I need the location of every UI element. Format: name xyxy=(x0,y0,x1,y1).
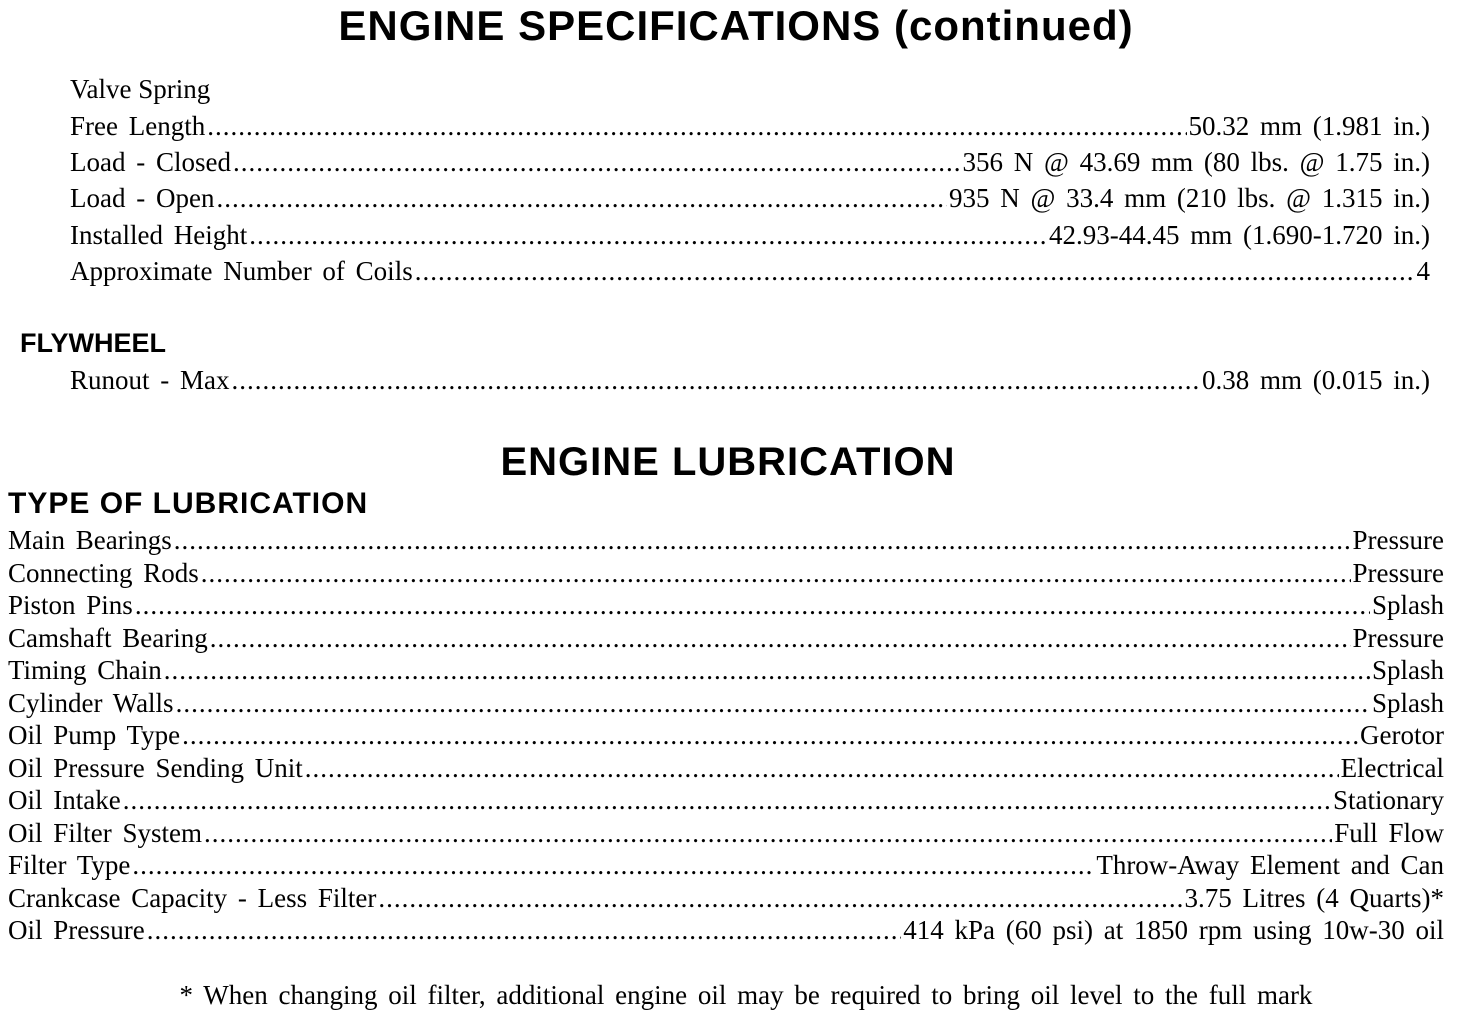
spec-row xyxy=(70,182,1430,214)
lubrication-row xyxy=(8,622,1444,654)
lubrication-value: Pressure xyxy=(1352,558,1444,588)
lubrication-row xyxy=(8,524,1444,556)
lubrication-value: Splash xyxy=(1371,590,1444,620)
lubrication-row xyxy=(8,687,1444,719)
lubrication-label: Oil Pump Type xyxy=(8,720,181,750)
dot-leader xyxy=(204,817,1332,849)
lubrication-label: Cylinder Walls xyxy=(8,688,174,718)
lubrication-row xyxy=(8,882,1444,914)
lubrication-value: Pressure xyxy=(1352,525,1444,555)
lubrication-row xyxy=(8,914,1444,946)
spec-value: 4 xyxy=(1416,256,1430,286)
dot-leader xyxy=(164,654,1370,686)
valve-spring-heading: Valve Spring xyxy=(70,74,211,104)
lubrication-label: Filter Type xyxy=(8,850,131,880)
spec-row xyxy=(70,110,1430,142)
dot-leader xyxy=(378,882,1182,914)
dot-leader xyxy=(135,589,1370,621)
dot-leader xyxy=(210,622,1351,654)
dot-leader xyxy=(232,364,1201,396)
lubrication-row xyxy=(8,752,1444,784)
spec-value: 935 N @ 33.4 mm (210 lbs. @ 1.315 in.) xyxy=(949,183,1430,213)
spec-value: 356 N @ 43.69 mm (80 lbs. @ 1.75 in.) xyxy=(962,147,1430,177)
lubrication-value: Splash xyxy=(1371,688,1444,718)
lubrication-label: Oil Filter System xyxy=(8,818,203,848)
dot-leader xyxy=(182,719,1358,751)
lubrication-title: ENGINE LUBRICATION xyxy=(500,440,956,484)
spec-row xyxy=(70,364,1430,396)
lubrication-type-heading: TYPE OF LUBRICATION xyxy=(8,487,369,520)
lubrication-row xyxy=(8,849,1444,881)
lubrication-value: 3.75 Litres (4 Quarts)* xyxy=(1184,883,1444,913)
dot-leader xyxy=(415,255,1415,287)
spec-value: 50.32 mm (1.981 in.) xyxy=(1188,111,1430,141)
spec-label: Load - Open xyxy=(70,183,215,213)
spec-label: Free Length xyxy=(70,111,206,141)
lubrication-value: Splash xyxy=(1371,655,1444,685)
dot-leader xyxy=(123,784,1331,816)
lubrication-value: Full Flow xyxy=(1334,818,1444,848)
lubrication-value: Gerotor xyxy=(1360,720,1444,750)
lubrication-label: Oil Pressure Sending Unit xyxy=(8,753,303,783)
lubrication-label: Main Bearings xyxy=(8,525,172,555)
spec-label: Approximate Number of Coils xyxy=(70,256,413,286)
flywheel-heading: FLYWHEEL xyxy=(20,328,167,358)
spec-value: 42.93-44.45 mm (1.690-1.720 in.) xyxy=(1049,220,1430,250)
dot-leader xyxy=(207,110,1186,142)
dot-leader xyxy=(201,557,1351,589)
dot-leader xyxy=(305,752,1339,784)
lubrication-label: Camshaft Bearing xyxy=(8,623,208,653)
dot-leader xyxy=(176,687,1370,719)
lubrication-row xyxy=(8,557,1444,589)
lubrication-label: Crankcase Capacity - Less Filter xyxy=(8,883,377,913)
lubrication-value: Electrical xyxy=(1340,753,1444,783)
lubrication-value: 414 kPa (60 psi) at 1850 rpm using 10w-30 oil xyxy=(903,915,1444,945)
lubrication-row xyxy=(8,719,1444,751)
lubrication-label: Piston Pins xyxy=(8,590,133,620)
spec-row xyxy=(70,146,1430,178)
dot-leader xyxy=(174,524,1351,556)
spec-value: 0.38 mm (0.015 in.) xyxy=(1202,365,1430,395)
lubrication-label: Timing Chain xyxy=(8,655,162,685)
lubrication-value: Throw-Away Element and Can xyxy=(1096,850,1444,880)
spec-row xyxy=(70,219,1430,251)
spec-label: Installed Height xyxy=(70,220,248,250)
lubrication-row xyxy=(8,654,1444,686)
dot-leader xyxy=(233,146,961,178)
lubrication-row xyxy=(8,589,1444,621)
lubrication-value: Stationary xyxy=(1333,785,1444,815)
lubrication-label: Oil Intake xyxy=(8,785,121,815)
spec-label: Load - Closed xyxy=(70,147,231,177)
lubrication-row xyxy=(8,784,1444,816)
dot-leader xyxy=(249,219,1047,251)
dot-leader xyxy=(216,182,947,214)
lubrication-value: Pressure xyxy=(1352,623,1444,653)
spec-label: Runout - Max xyxy=(70,365,230,395)
lubrication-label: Oil Pressure xyxy=(8,915,145,945)
spec-row xyxy=(70,255,1430,287)
page-title: ENGINE SPECIFICATIONS (continued) xyxy=(338,2,1134,49)
lubrication-row xyxy=(8,817,1444,849)
dot-leader xyxy=(132,849,1094,881)
dot-leader xyxy=(147,914,902,946)
lubrication-label: Connecting Rods xyxy=(8,558,199,588)
footnote: * When changing oil filter, additional engine oil may be required to bring oil level to the full mark xyxy=(179,980,1313,1010)
